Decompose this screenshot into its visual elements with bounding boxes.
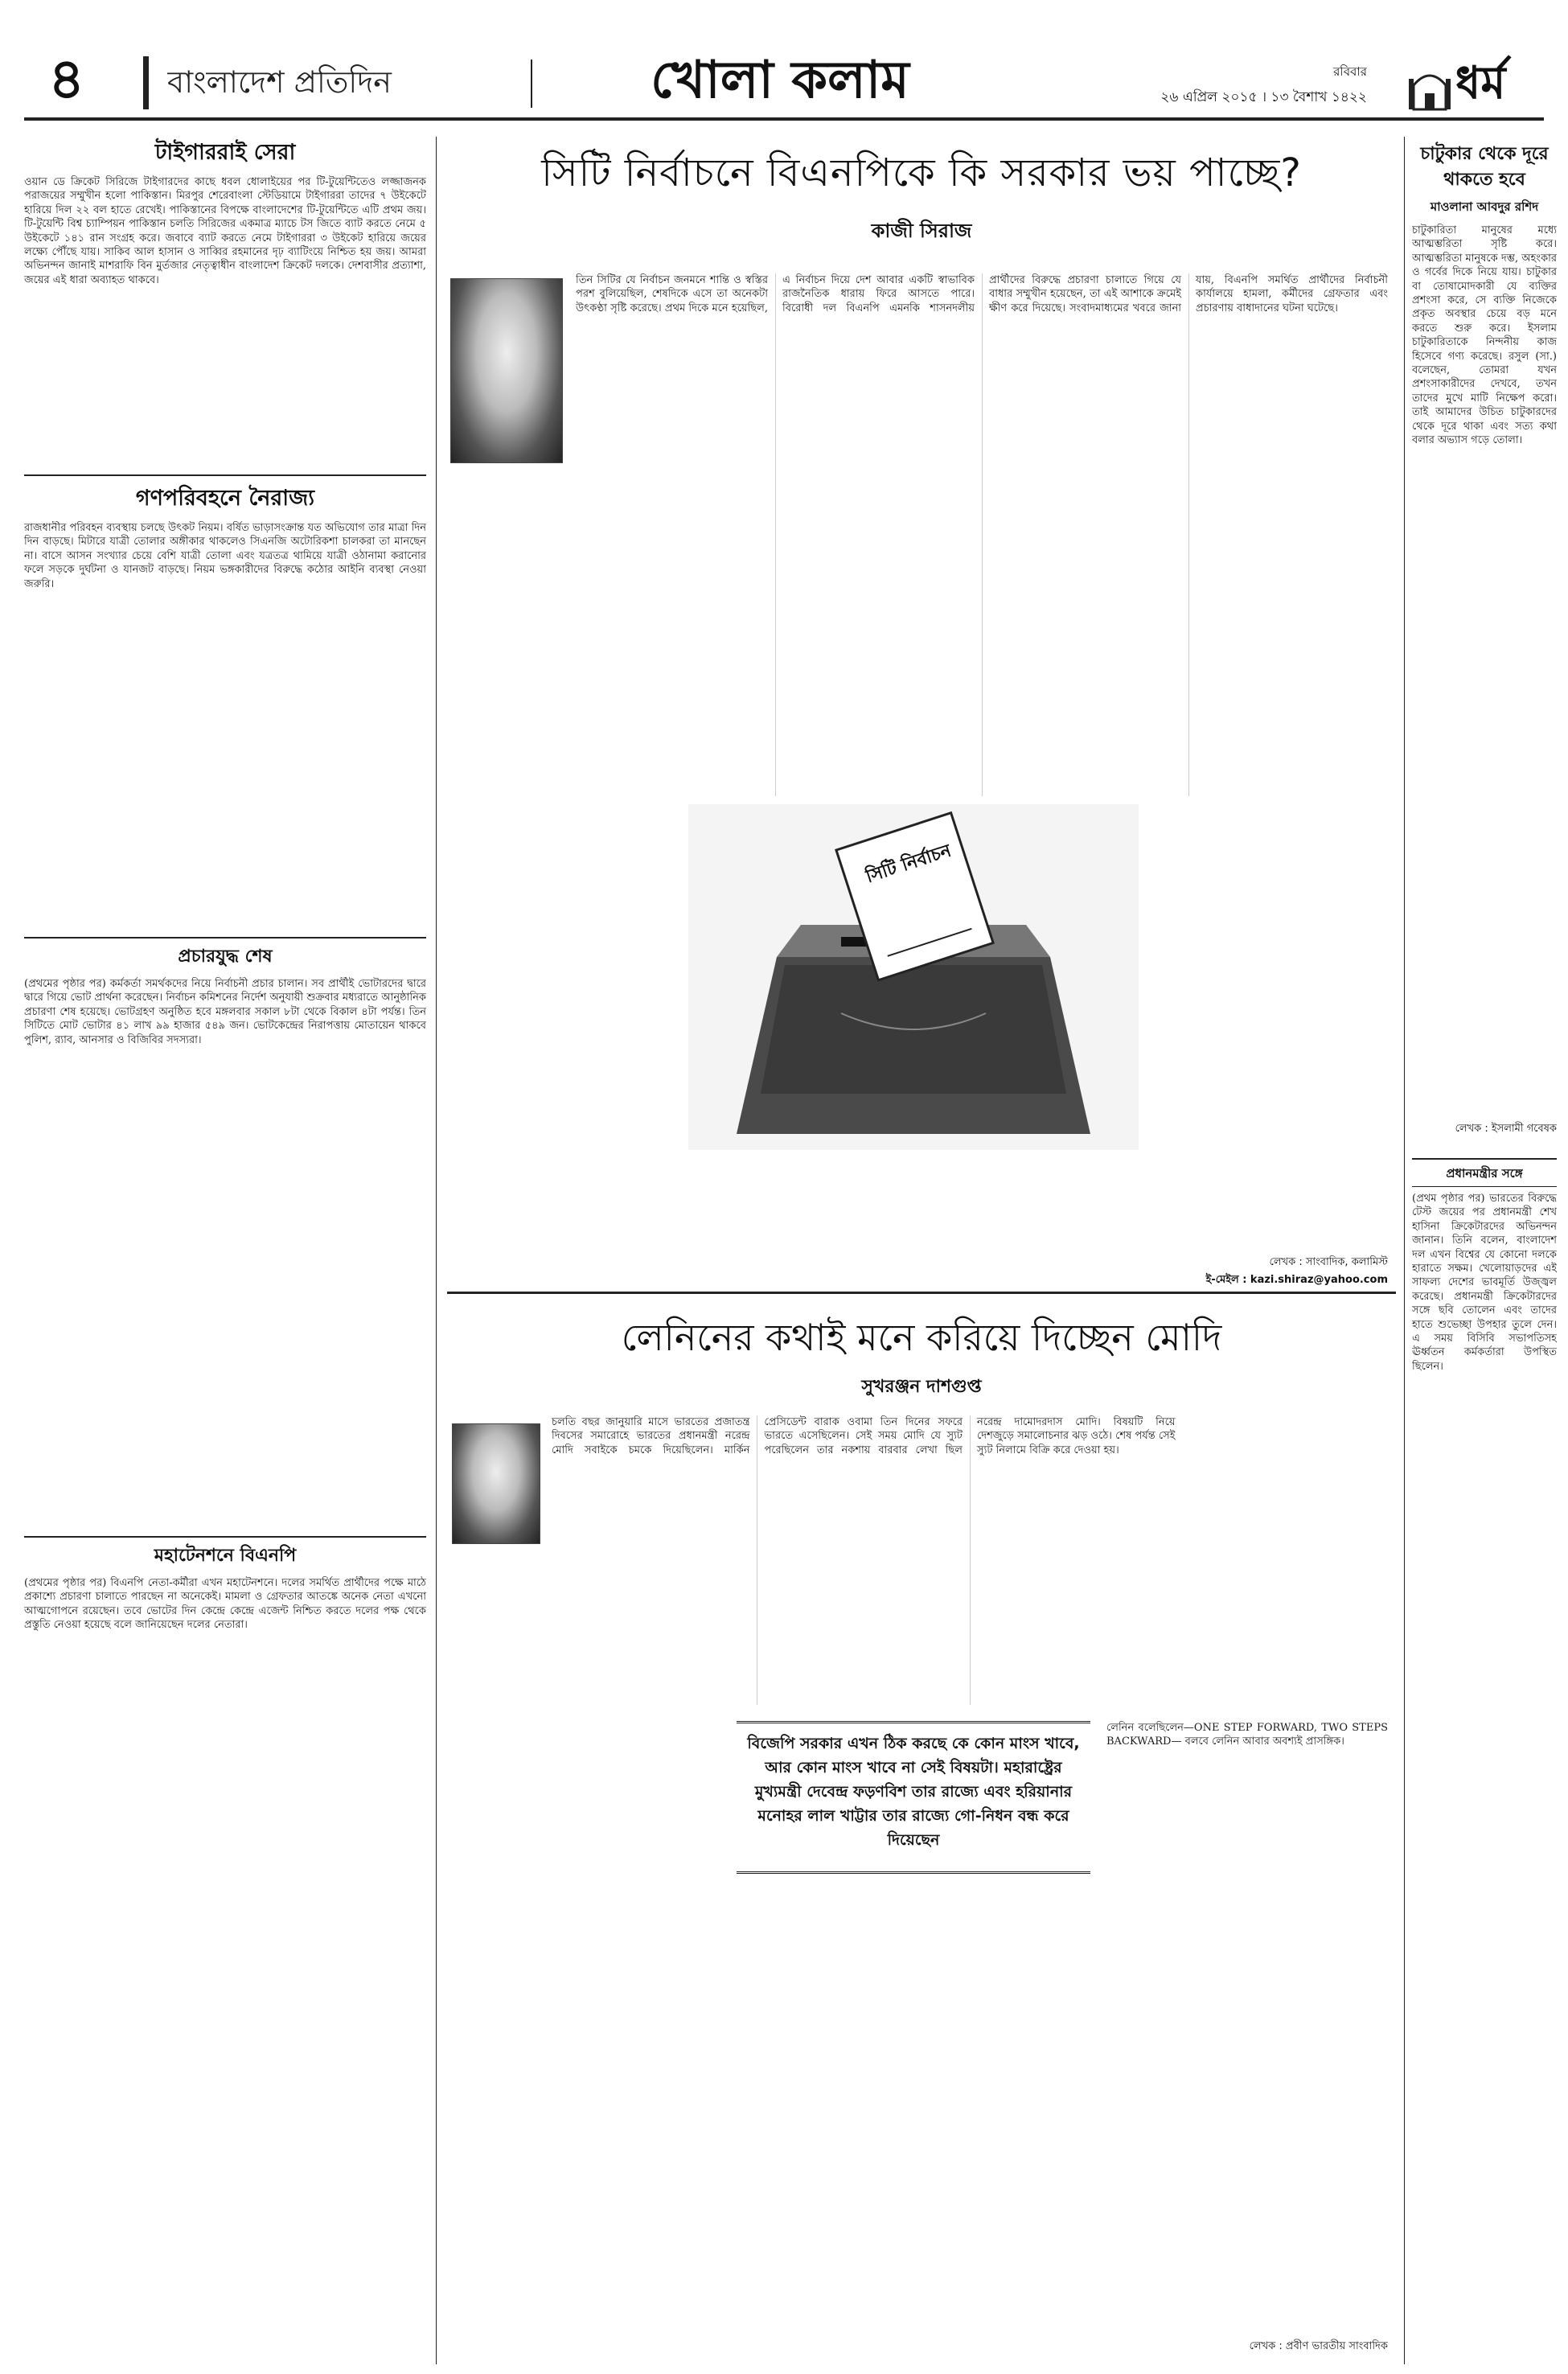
- byline: সুখরঞ্জন দাশগুপ্ত: [861, 1377, 982, 1397]
- author-email: ই-মেইল : kazi.shiraz@yahoo.com: [1205, 1274, 1388, 1286]
- page-number: ৪: [48, 47, 85, 111]
- article-body-continued: [1147, 804, 1388, 1255]
- section-rule: [24, 937, 426, 939]
- section-rule: [24, 1536, 426, 1538]
- article-body: চাটুকারিতা মানুষের মধ্যে আত্মম্ভরিতা সৃষ্টি করে। আত্মম্ভরিতা মানুষকে দম্ভ, অহংকার ও গর্বের দিকে নিয়ে যায়। চাটুকার বা তোষামোদকারী যে ব্যক্তির প্রশংসা করে, সে ব্যক্তি নিজেকে প্রকৃত অবস্থার চেয়ে বড় মনে করতে শুরু করে। ইসলাম চাটুকারিতাকে নিন্দনীয় কাজ হিসেবে গণ্য করেছে। রসুল (সা.) বলেছেন, তোমরা যখন প্রশংসাকারীদের দেখবে, তখন তাদের মুখে মাটি নিক্ষেপ করো। তাই আমাদের উচিত চাটুকারদের থেকে দূরে থাকা এবং সত্য কথা বলার অভ্যাস গড়ে তোলা।: [1412, 224, 1557, 447]
- author-signature: লেখক : সাংবাদিক, কলামিস্ট: [1269, 1256, 1388, 1268]
- headline: সিটি নির্বাচনে বিএনপিকে কি সরকার ভয় পাচ্ছে?: [541, 150, 1302, 195]
- author-photo: [450, 278, 563, 463]
- left-article-bnp-tension: [24, 1536, 426, 2364]
- article-body: (প্রথমের পৃষ্ঠার পর) কর্মকর্তা সমর্থকদের নিয়ে নির্বাচনী প্রচার চালান। সব প্রার্থীই ভোটারদের দ্বারে দ্বারে গিয়ে ভোট প্রার্থনা করেছেন। নির্বাচন কমিশনের নির্দেশ অনুযায়ী শুক্রবার মধ্যরাতে আনুষ্ঠানিক প্রচারণা শেষ হয়েছে। ভোটগ্রহণ অনুষ্ঠিত হবে মঙ্গলবার সকাল ৮টা থেকে বিকাল ৪টা পর্যন্ত। তিন সিটিতে মোট ভোটার ৪১ লাখ ৯৯ হাজার ৫৪৯ জন। ভোটকেন্দ্রের নিরাপত্তায় মোতায়েন থাকবে পুলিশ, র‍্যাব, আনসার ও বিজিবির সদস্যরা।: [24, 978, 426, 1046]
- article-title: প্রধানমন্ত্রীর সঙ্গে: [1412, 1164, 1557, 1187]
- article-body-continued: [1106, 1721, 1388, 2284]
- left-article-tigers: [24, 137, 426, 466]
- article-title: মহাটেনশনে বিএনপি: [154, 1546, 297, 1566]
- left-article-campaign: [24, 937, 426, 1524]
- masthead: [0, 0, 1568, 121]
- author-signature: লেখক : ইসলামী গবেষক: [1455, 1123, 1557, 1135]
- english-quote: লেনিন বলেছিলেন—ONE STEP FORWARD, TWO STEPS BACKWARD— বলবে লেনিন আবার অবশ্যই প্রাসঙ্গিক।: [1106, 1722, 1388, 1748]
- right-article-flattery: [1412, 142, 1557, 1147]
- article-body: [576, 273, 1388, 796]
- section-rule: [1412, 1158, 1557, 1160]
- main-article-2: [447, 1303, 1396, 2364]
- article-body-continued: [455, 804, 680, 1255]
- column-rule: [436, 137, 437, 2364]
- ballot-box-cartoon: [688, 804, 1139, 1150]
- article-title: গণপরিবহনে নৈরাজ্য: [135, 486, 315, 511]
- weekday: রবিবার: [1333, 64, 1367, 79]
- article-text: চলতি বছর জানুয়ারি মাসে ভারতের প্রজাতন্ত্র দিবসের সমারোহে ভারতের প্রধানমন্ত্রী নরেন্দ্র মোদি সবাইকে চমকে দিয়েছিলেন। মার্কিন প্রেসিডেন্ট বারাক ওবামা তিন দিনের সফরে ভারতে এসেছিলেন। সেই সময় মোদি যে স্যুট পরেছিলেন তার নকশায় বারবার লেখা ছিল নরেন্দ্র দামোদরদাস মোদি। বিষয়টি নিয়ে দেশজুড়ে সমালোচনার ঝড় ওঠে। শেষ পর্যন্ত সেই স্যুট নিলামে বিক্রি করে দেওয়া হয়।: [552, 1416, 1176, 1456]
- main-article-1: [447, 137, 1396, 1295]
- right-section-title: ধর্ম: [1455, 57, 1506, 109]
- article-body: [552, 1415, 1388, 1705]
- article-body: (প্রথম পৃষ্ঠার পর) ভারতের বিরুদ্ধে টেস্ট জয়ের পর প্রধানমন্ত্রী শেখ হাসিনা ক্রিকেটারদের অভিনন্দন জানান। তিনি বলেন, বাংলাদেশ দল এখন বিশ্বের যে কোনো দলকে হারাতে সক্ষম। খেলোয়াড়দের এই সাফল্য দেশের ভাবমূর্তি উজ্জ্বল করেছে। প্রধানমন্ত্রী ক্রিকেটারদের সঙ্গে ছবি তোলেন এবং তাদের হাতে শুভেচ্ছা উপহার তুলে দেন। এ সময় বিসিবি সভাপতিসহ ঊর্ধ্বতন কর্মকর্তারা উপস্থিত ছিলেন।: [1412, 1193, 1557, 1373]
- cartoon-label: সিটি নির্বাচন: [863, 840, 954, 888]
- article-title: টাইগাররাই সেরা: [154, 140, 296, 165]
- headline: লেনিনের কথাই মনে করিয়ে দিচ্ছেন মোদি: [621, 1316, 1222, 1359]
- article-title: চাটুকার থেকে দূরে থাকতে হবে: [1420, 144, 1549, 190]
- article-body: রাজধানীর পরিবহন ব্যবস্থায় চলছে উৎকট নিয়ম। বর্ষিত ভাড়াসংক্রান্ত যত অভিযোগ তার মাত্রা দিন দিন বাড়ছে। মিটারে যাত্রী তোলার অঙ্গীকার থাকলেও সিএনজি অটোরিকশা চালকরা তা মানছেন না। বাসে আসন সংখ্যার চেয়ে বেশি যাত্রী তোলা এবং যত্রতত্র থামিয়ে যাত্রী ওঠানামা করানোর ফলে সড়কে দুর্ঘটনা ও যানজট বাড়ছে। নিয়ম ভঙ্গকারীদের বিরুদ্ধে কঠোর আইনি ব্যবস্থা নেওয়া জরুরি।: [24, 522, 426, 590]
- article-body: (প্রথমের পৃষ্ঠার পর) বিএনপি নেতা-কর্মীরা এখন মহাটেনশনে। দলের সমর্থিত প্রার্থীদের পক্ষে মাঠে প্রকাশ্যে প্রচারণা চালাতে পারছেন না অনেকেই। মামলা ও গ্রেফতার আতঙ্কে অনেক নেতা এখনো আত্মগোপনে রয়েছেন। তবে ভোটের দিন কেন্দ্রে কেন্দ্রে এজেন্ট নিশ্চিত করতে দলের পক্ষ থেকে প্রস্তুতি নেওয়া হয়েছে বলে জানিয়েছেন দলের নেতারা।: [24, 1577, 426, 1632]
- section-title: খোলা কলাম: [651, 51, 909, 110]
- article-text: তিন সিটির যে নির্বাচন জনমনে শান্তি ও স্বস্তির পরশ বুলিয়েছিল, শেষদিকে এসে তা অনেকটা উৎকণ্ঠা সৃষ্টি করেছে। প্রথম দিকে মনে হয়েছিল, এ নির্বাচন দিয়ে দেশ আবার একটি স্বাভাবিক রাজনৈতিক ধারায় ফিরে আসতে পারে। বিরোধী দল বিএনপি এমনকি শাসনদলীয় প্রার্থীদের বিরুদ্ধে প্রচারণা চালাতে গিয়ে যে বাধার সম্মুখীন হয়েছেন, তা এই আশাকে ক্রমেই ক্ষীণ করে দিয়েছে। সংবাদমাধ্যমের খবরে জানা যায়, বিএনপি সমর্থিত প্রার্থীদের নির্বাচনী কার্যালয়ে হামলা, কর্মীদের গ্রেফতার এবং প্রচারণায় বাধাদানের ঘটনা ঘটেছে।: [576, 274, 1388, 314]
- pull-quote: বিজেপি সরকার এখন ঠিক করছে কে কোন মাংস খাবে, আর কোন মাংস খাবে না সেই বিষয়টা। মহারাষ্ট্রের মুখ্যমন্ত্রী দেবেন্দ্র ফড়ণবিশ তার রাজ্যে এবং হরিয়ানার মনোহর লাল খাট্টার তার রাজ্যে গো-নিধন বন্ধ করে দিয়েছেন: [737, 1721, 1090, 1874]
- column-rule: [1404, 137, 1405, 2364]
- masthead-divider: [143, 56, 149, 109]
- mosque-icon: [1407, 61, 1452, 111]
- article-body-continued: [455, 1721, 720, 2332]
- article-author: মাওলানা আবদুর রশিদ: [1430, 199, 1539, 214]
- article-body: ওয়ান ডে ক্রিকেট সিরিজে টাইগারদের কাছে ধবল ধোলাইয়ের পর টি-টুয়েন্টিতেও লজ্জাজনক পরাজয়ের সম্মুখীন হলো পাকিস্তান। মিরপুর শেরেবাংলা স্টেডিয়ামে টাইগাররা তাদের ৭ উইকেটে হারিয়ে দিল ২২ বল হাতে রেখেই। পাকিস্তানের বিপক্ষে বাংলাদেশের টি-টুয়েন্টিতে এটি প্রথম জয়। টি-টুয়েন্টি বিশ্ব চ্যাম্পিয়ন পাকিস্তান চলতি সিরিজের একমাত্র ম্যাচে টস জিতে ব্যাট করতে নেমে ৫ উইকেটে ১৪১ রান সংগ্রহ করে। জবাবে ব্যাট করতে নেমে টাইগাররা ৩ উইকেট হারিয়ে জয়ের লক্ষ্যে পৌঁছে যায়। সাকিব আল হাসান ও সাব্বির রহমানের দৃঢ় ব্যাটিংয়ে নিশ্চিত হয় জয়। আমরা অভিনন্দন জানাই মাশরাফি বিন মুর্তজার নেতৃত্বাধীন বাংলাদেশ ক্রিকেট দলকে। দেশবাসীর প্রত্যাশা, জয়ের এই ধারা অব্যাহত থাকবে।: [24, 176, 426, 286]
- article-title: প্রচারযুদ্ধ শেষ: [178, 947, 273, 967]
- author-signature: লেখক : প্রবীণ ভারতীয় সাংবাদিক: [1249, 2340, 1388, 2352]
- byline: কাজী সিরাজ: [871, 220, 972, 242]
- date: ২৬ এপ্রিল ২০১৫ । ১৩ বৈশাখ ১৪২২: [1160, 89, 1367, 105]
- author-photo: [452, 1423, 540, 1544]
- masthead-divider: [531, 60, 532, 108]
- section-rule: [447, 1292, 1396, 1294]
- newspaper-name: বাংলাদেশ প্রতিদিন: [167, 64, 392, 100]
- left-article-transport: [24, 474, 426, 925]
- masthead-rule: [24, 117, 1544, 121]
- section-rule: [24, 474, 426, 476]
- right-article-pm: [1412, 1158, 1557, 2364]
